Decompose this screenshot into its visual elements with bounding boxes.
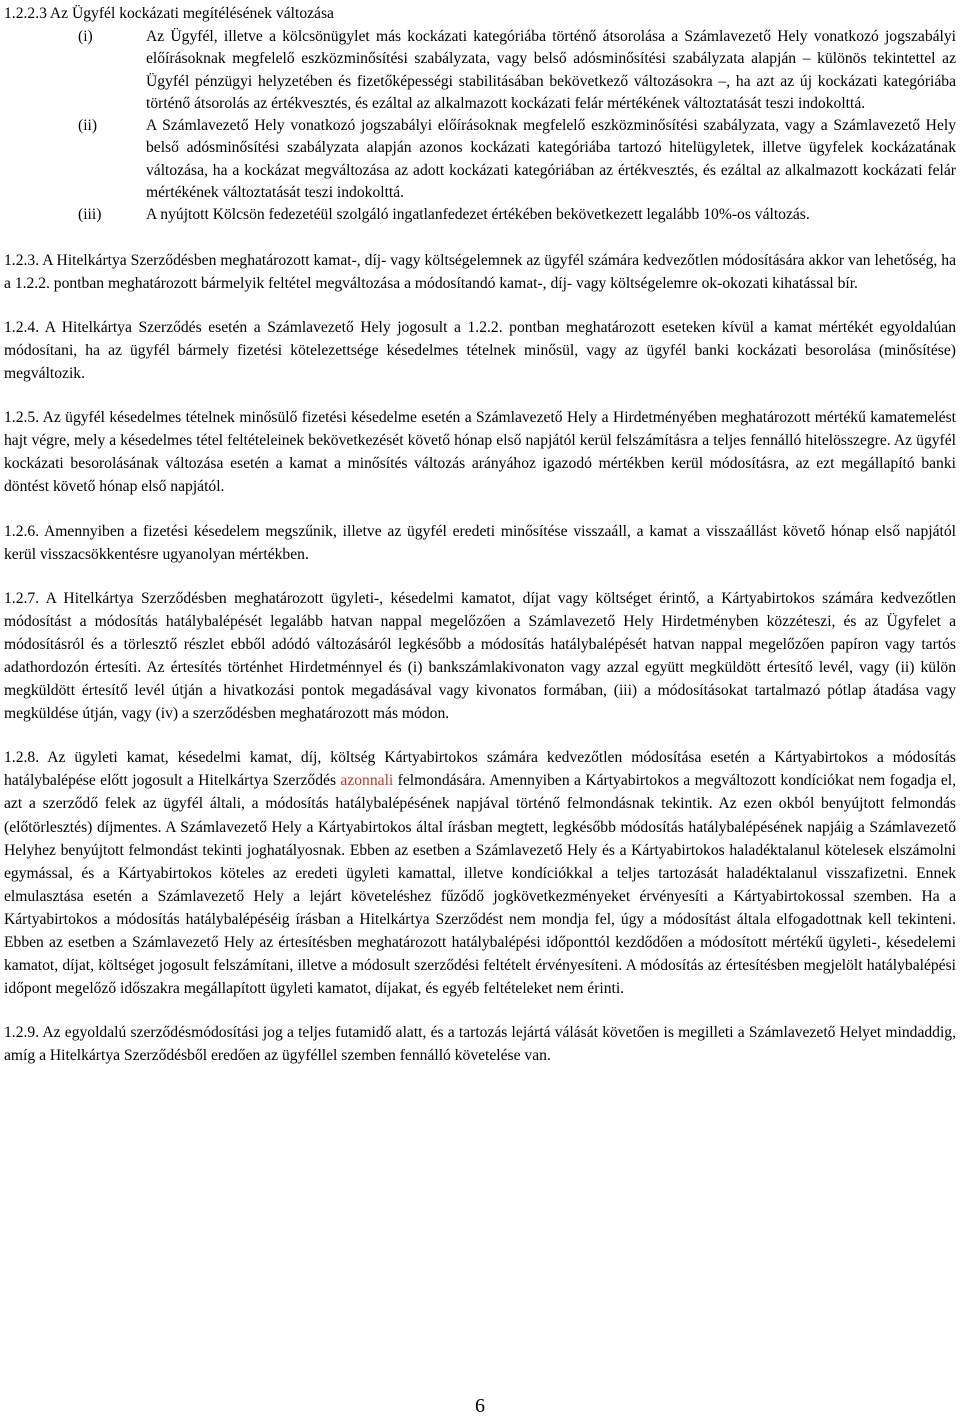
list-item-text: A Számlavezető Hely vonatkozó jogszabályi előírásoknak megfelelő eszközminősítési szabályzata, vagy a Számlavezető Hely belső adósminősítési szabályzata alapján azonos kockázati kategóriába tartozó hitelügyletek, illetve ügyfelek kockázatának változása, ha a kockázat megváltozása az adott kockázati kategóriában az értékvesztés, és ezáltal az alkalmazott kockázati felár mértékének változtatását teszi indokolttá. <box>146 117 956 202</box>
document-page <box>4 3 956 1067</box>
paragraph-1-2-7: 1.2.7. A Hitelkártya Szerződésben meghatározott ügyleti-, késedelmi kamatot, díjat vagy költséget érintő, a Kártyabirtokos számára kedvezőtlen módosítást a módosítás hatálybalépését legalább hatvan nappal megelőzően a Számlavezető Hely Hirdetményben közzéteszi, és az Ügyfelet a módosításról és a törlesztő részlet ebből adódó változásáról legkésőbb a módosítás hatálybalépését hatvan nappal megelőzően papíron vagy tartós adathordozón értesíti. Az értesítés történhet Hirdetménnyel és (i) bankszámlakivonaton vagy azzal együtt megküldött értesítő levél, vagy (ii) külön megküldött értesítő levél útján a hivatkozási pontok megadásával vagy kivonatos formában, (iii) a módosításokat tartalmazó pótlap átadása vagy megküldése útján, vagy (iv) a szerződésben meghatározott más módon. <box>4 589 956 723</box>
paragraph-1-2-8 <box>4 746 956 1000</box>
list-item-ii <box>4 115 956 204</box>
paragraph-1-2-4: 1.2.4. A Hitelkártya Szerződés esetén a Számlavezető Hely jogosult a 1.2.2. pontban meghatározott eseteken kívül a kamat mértékét egyoldalúan módosítani, ha az ügyfél bármely fizetési kötelezettsége késedelmes tételnek minősül, vagy az ügyfél banki kockázati besorolása (minősítése) megváltozik. <box>4 318 956 383</box>
paragraph-1-2-3: 1.2.3. A Hitelkártya Szerződésben meghatározott kamat-, díj- vagy költségelemnek az ügyfél számára kedvezőtlen módosítására akkor van lehetőség, ha a 1.2.2. pontban meghatározott bármelyik feltétel megváltozása a módosítandó kamat-, díj- vagy költségelemre ok-okozati kihatással bír. <box>4 251 956 292</box>
paragraph-1-2-9: 1.2.9. Az egyoldalú szerződésmódosítási jog a teljes futamidő alatt, és a tartozás lejártá válását követően is megilleti a Számlavezető Helyet mindaddig, amíg a Hitelkártya Szerződésből eredően az ügyféllel szemben fennálló követelése van. <box>4 1024 956 1065</box>
section-heading: 1.2.2.3 Az Ügyfél kockázati megítélésének változása <box>4 5 334 22</box>
list-item-text: Az Ügyfél, illetve a kölcsönügylet más kockázati kategóriába történő átsorolása a Számlavezető Hely vonatkozó jogszabályi előírásoknak megfelelő eszközminősítési szabályzata, vagy belső adósminősítési szabályzata alapján – különös tekintettel az Ügyfél pénzügyi helyzetében és fizetőképességi stabilitásában bekövetkező változásokra –, ha azt az új kockázati kategóriába történő átsorolás az értékvesztés, és ezáltal az alkalmazott kockázati felár mértékének változtatását teszi indokolttá. <box>146 28 956 112</box>
paragraph-text: 1.2.8. Az ügyleti kamat, késedelmi kamat, díj, költség Kártyabirtokos számára kedvezőtlen módosítása esetén a Kártyabirtokos a módosítás hatálybalépése előtt jogosult a Hitelkártya Szerződés <box>4 749 956 790</box>
highlighted-word: azonnali <box>340 772 394 790</box>
paragraph-1-2-6: 1.2.6. Amennyiben a fizetési késedelem megszűnik, illetve az ügyfél eredeti minősítése visszaáll, a kamat a visszaállást követő hónap első napjától kerül visszacsökkentésre ugyanolyan mértékben. <box>4 522 956 563</box>
list-item-text: A nyújtott Kölcsön fedezetéül szolgáló ingatlanfedezet értékében bekövetkezett legalább 10%-os változás. <box>146 206 810 224</box>
list-item-iii <box>4 204 956 226</box>
list-item-i <box>4 26 956 115</box>
list-item-label: (i) <box>78 28 93 45</box>
paragraph-1-2-5: 1.2.5. Az ügyfél késedelmes tételnek minősülő fizetési késedelme esetén a Számlavezető Hely a Hirdetményében meghatározott mértékű kamatemelést hajt végre, mely a késedelmes tétel feltételeinek bekövetkezését követő hónap első napjától kerül felszámításra a teljes fennálló hitelösszegre. Az ügyfél kockázati besorolásának változása esetén a kamat a minősítés változás arányához igazodó mértékben kerül módosításra, az ezt megállapító banki döntést követő hónap első napjától. <box>4 409 956 496</box>
list-item-label: (ii) <box>78 117 98 135</box>
list-item-label: (iii) <box>78 206 102 224</box>
page-number: 6 <box>475 1395 485 1417</box>
paragraph-text: felmondására. Amennyiben a Kártyabirtokos a megváltozott kondíciókat nem fogadja el, azt a szerződő felek az ügyfél általi, a módosítás hatálybalépésének napjával történő felmondásnak tekintik. Az ezen okból benyújtott felmondás (előtörlesztés) díjmentes. A Számlavezető Hely a Kártyabirtokos által írásban megtett, legkésőbb módosítás hatálybalépésének napjáig a Számlavezető Helyhez benyújtott felmondást tekinti joghatályosnak. Ebben az esetben a Számlavezető Hely és a Kártyabirtokos haladéktalanul kötelesek elszámolni egymással, és a Kártyabirtokos köteles az eredeti ügyleti kamattal, illetve kondíciókkal a teljes tartozását haladéktalanul visszafizetni. Ennek elmulasztása esetén a Számlavezető Hely a lejárt követeléshez fűződő jogkövetkezményeket érvényesíti a Kártyabirtokossal szemben. Ha a Kártyabirtokos a módosítás hatálybalépéséig írásban a Hitelkártya Szerződést nem mondja fel, úgy a módosítást általa elfogadottnak kell tekinteni. Ebben az esetben a Számlavezető Hely az értesítésben meghatározott hatálybalépési időponttól kezdődően a módosított mértékű ügyleti-, késedelemi kamatot, díjat, költséget jogosult felszámítani, illetve a módosult szerződési feltételt érvényesíteni. A módosítás az értesítésben megjelölt hatálybalépési időpont megelőző időszakra megállapított ügyleti kamatot, díjakat, és egyéb feltételeket nem érinti. <box>4 772 956 998</box>
